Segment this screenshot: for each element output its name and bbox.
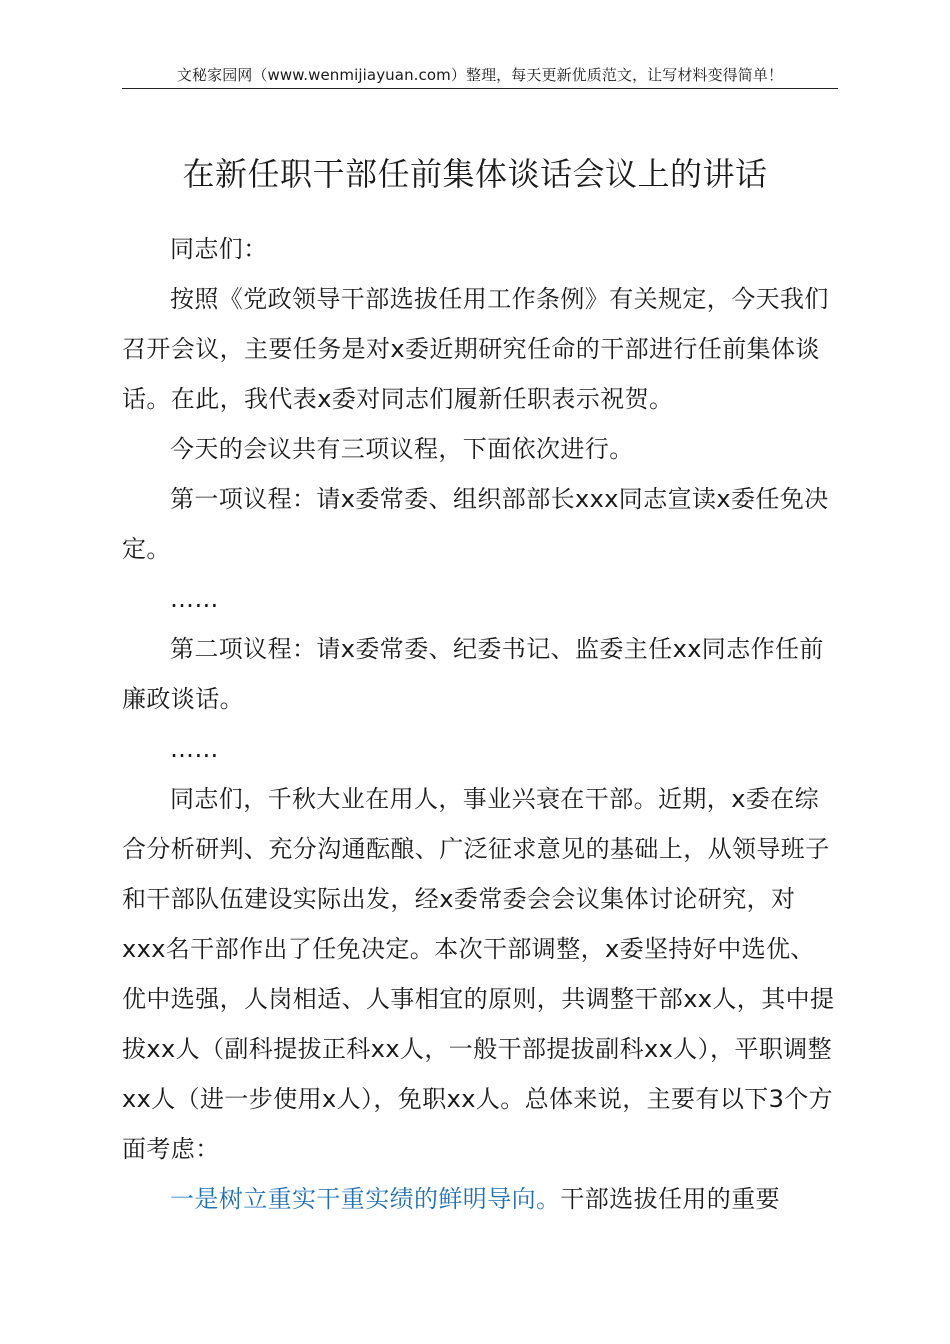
paragraph-agenda: 今天的会议共有三项议程，下面依次进行。 [170, 435, 634, 463]
paragraph-point-1 [122, 1174, 838, 1224]
document-title: 在新任职干部任前集体谈话会议上的讲话 [182, 155, 768, 193]
ellipsis-1: …… [170, 585, 219, 613]
ellipsis-2: …… [170, 735, 219, 763]
paragraph-intro: 按照《党政领导干部选拔任用工作条例》有关规定，今天我们召开会议，主要任务是对x委近期研究任命的干部进行任前集体谈话。在此，我代表x委对同志们履新任职表示祝贺。 [122, 285, 829, 413]
site-header [122, 64, 838, 89]
header-text: 文秘家园网（www.wenmijiayuan.com）整理，每天更新优质范文，让写材料变得简单！ [176, 66, 784, 84]
salutation: 同志们： [170, 235, 268, 263]
point-1-heading: 一是树立重实干重实绩的鲜明导向。 [170, 1185, 561, 1213]
paragraph-item-2: 第二项议程：请x委常委、纪委书记、监委主任xx同志作任前廉政谈话。 [122, 635, 824, 713]
paragraph-item-1: 第一项议程：请x委常委、组织部部长xxx同志宣读x委任免决定。 [122, 485, 829, 563]
paragraph-main: 同志们，千秋大业在用人，事业兴衰在干部。近期，x委在综合分析研判、充分沟通酝酿、广泛征求意见的基础上，从领导班子和干部队伍建设实际出发，经x委常委会会议集体讨论研究，对xxx名干部作出了任免决定。本次干部调整，x委坚持好中选优、优中选强，人岗相适、人事相宜的原则，共调整干部xx人，其中提拔xx人（副科提拔正科xx人，一般干部提拔副科xx人），平职调整xx人（进一步使用x人），免职xx人。总体来说，主要有以下3个方面考虑： [122, 785, 835, 1163]
point-1-text: 干部选拔任用的重要 [560, 1185, 781, 1213]
document-body [122, 224, 838, 1224]
